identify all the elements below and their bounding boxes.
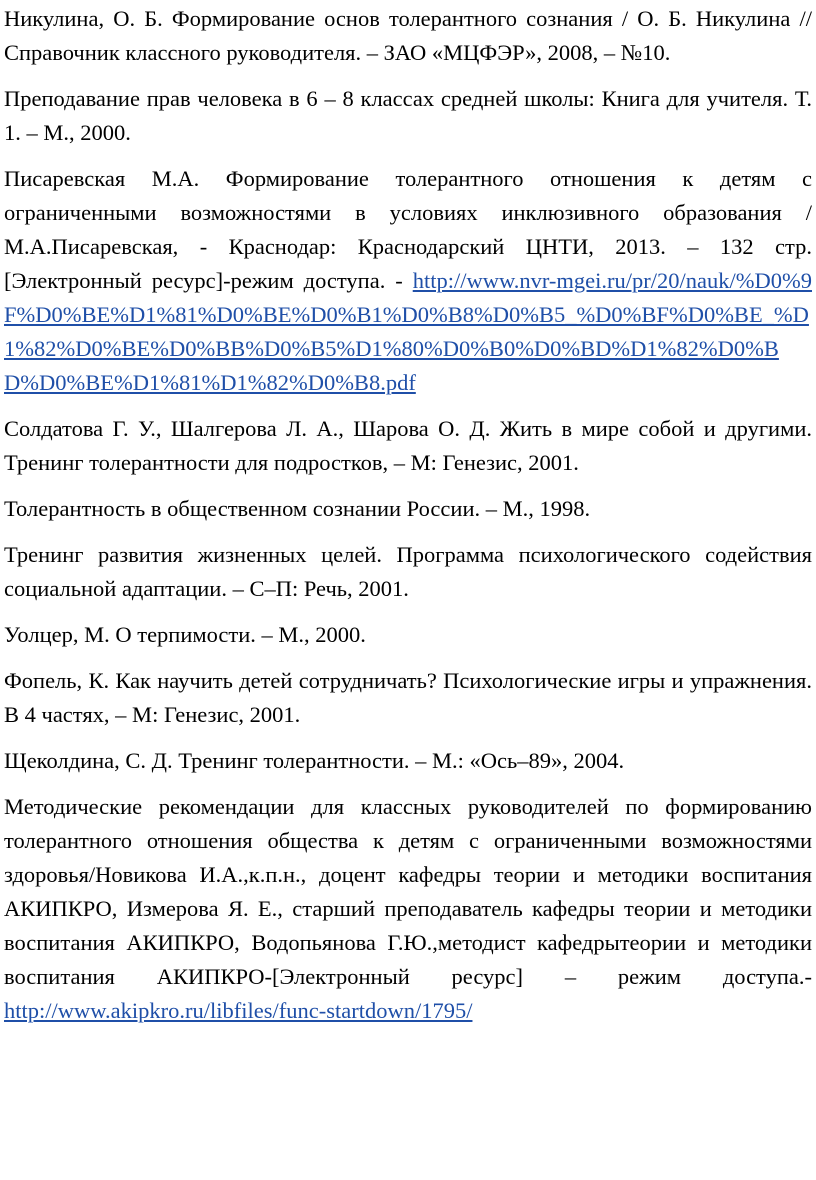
reference-text: Солдатова Г. У., Шалгерова Л. А., Шарова О. Д. Жить в мире собой и другими. Тренинг толерантности для подростков, – М: Генезис, 2001. xyxy=(4,416,812,475)
reference-methodical-recommendations xyxy=(4,790,812,1028)
reference-life-goals-training xyxy=(4,538,812,606)
reference-link-nvr-mgei[interactable]: http://www.nvr-mgei.ru/pr/20/nauk/%D0%9F%D0%BE%D1%81%D0%BE%D0%B1%D0%B8%D0%B5_%D0%BF%D0%BE_%D1%82%D0%BE%D0%BB%D0%B5%D1%80%D0%B0%D0%BD%D1%82%D0%BD%D0%BE%D1%81%D1%82%D0%B8.pdf xyxy=(4,268,812,395)
reference-shchekoldina xyxy=(4,744,812,778)
reference-text: Уолцер, М. О терпимости. – М., 2000. xyxy=(4,622,366,647)
reference-text: Никулина, О. Б. Формирование основ толерантного сознания / О. Б. Никулина // Справочник классного руководителя. – ЗАО «МЦФЭР», 2008, – №10. xyxy=(4,6,812,65)
reference-text: Фопель, К. Как научить детей сотрудничать? Психологические игры и упражнения. В 4 частях, – М: Генезис, 2001. xyxy=(4,668,812,727)
reference-fopel xyxy=(4,664,812,732)
reference-walzer xyxy=(4,618,812,652)
reference-text: Методические рекомендации для классных руководителей по формированию толерантного отношения общества к детям с ограниченными возможностями здоровья/Новикова И.А.,к.п.н., доцент кафедры теории и методики воспитания АКИПКРО, Измерова Я. Е., старший преподаватель кафедры теории и методики воспитания АКИПКРО, Водопьянова Г.Ю.,методист кафедрытеории и методики воспитания АКИПКРО-[Электронный ресурс] – режим доступа.- xyxy=(4,794,812,989)
reference-text: Тренинг развития жизненных целей. Программа психологического содействия социальной адаптации. – С–П: Речь, 2001. xyxy=(4,542,812,601)
reference-link-akipkro[interactable]: http://www.akipkro.ru/libfiles/func-startdown/1795/ xyxy=(4,998,473,1023)
reference-text: Толерантность в общественном сознании России. – М., 1998. xyxy=(4,496,591,521)
reference-pisarevskaya xyxy=(4,162,812,400)
reference-soldatova xyxy=(4,412,812,480)
reference-tolerance-russia xyxy=(4,492,812,526)
reference-text: Писаревская М.А. Формирование толерантного отношения к детям с ограниченными возможностями в условиях инклюзивного образования / М.А.Писаревская, - Краснодар: Краснодарский ЦНТИ, 2013. – 132 стр.[Электронный ресурс]-режим доступа. - xyxy=(4,166,812,293)
reference-text: Преподавание прав человека в 6 – 8 классах средней школы: Книга для учителя. Т. 1. – М., 2000. xyxy=(4,86,812,145)
reference-nikulina xyxy=(4,2,812,70)
reference-text: Щеколдина, С. Д. Тренинг толерантности. – М.: «Ось–89», 2004. xyxy=(4,748,625,773)
reference-human-rights-teaching xyxy=(4,82,812,150)
